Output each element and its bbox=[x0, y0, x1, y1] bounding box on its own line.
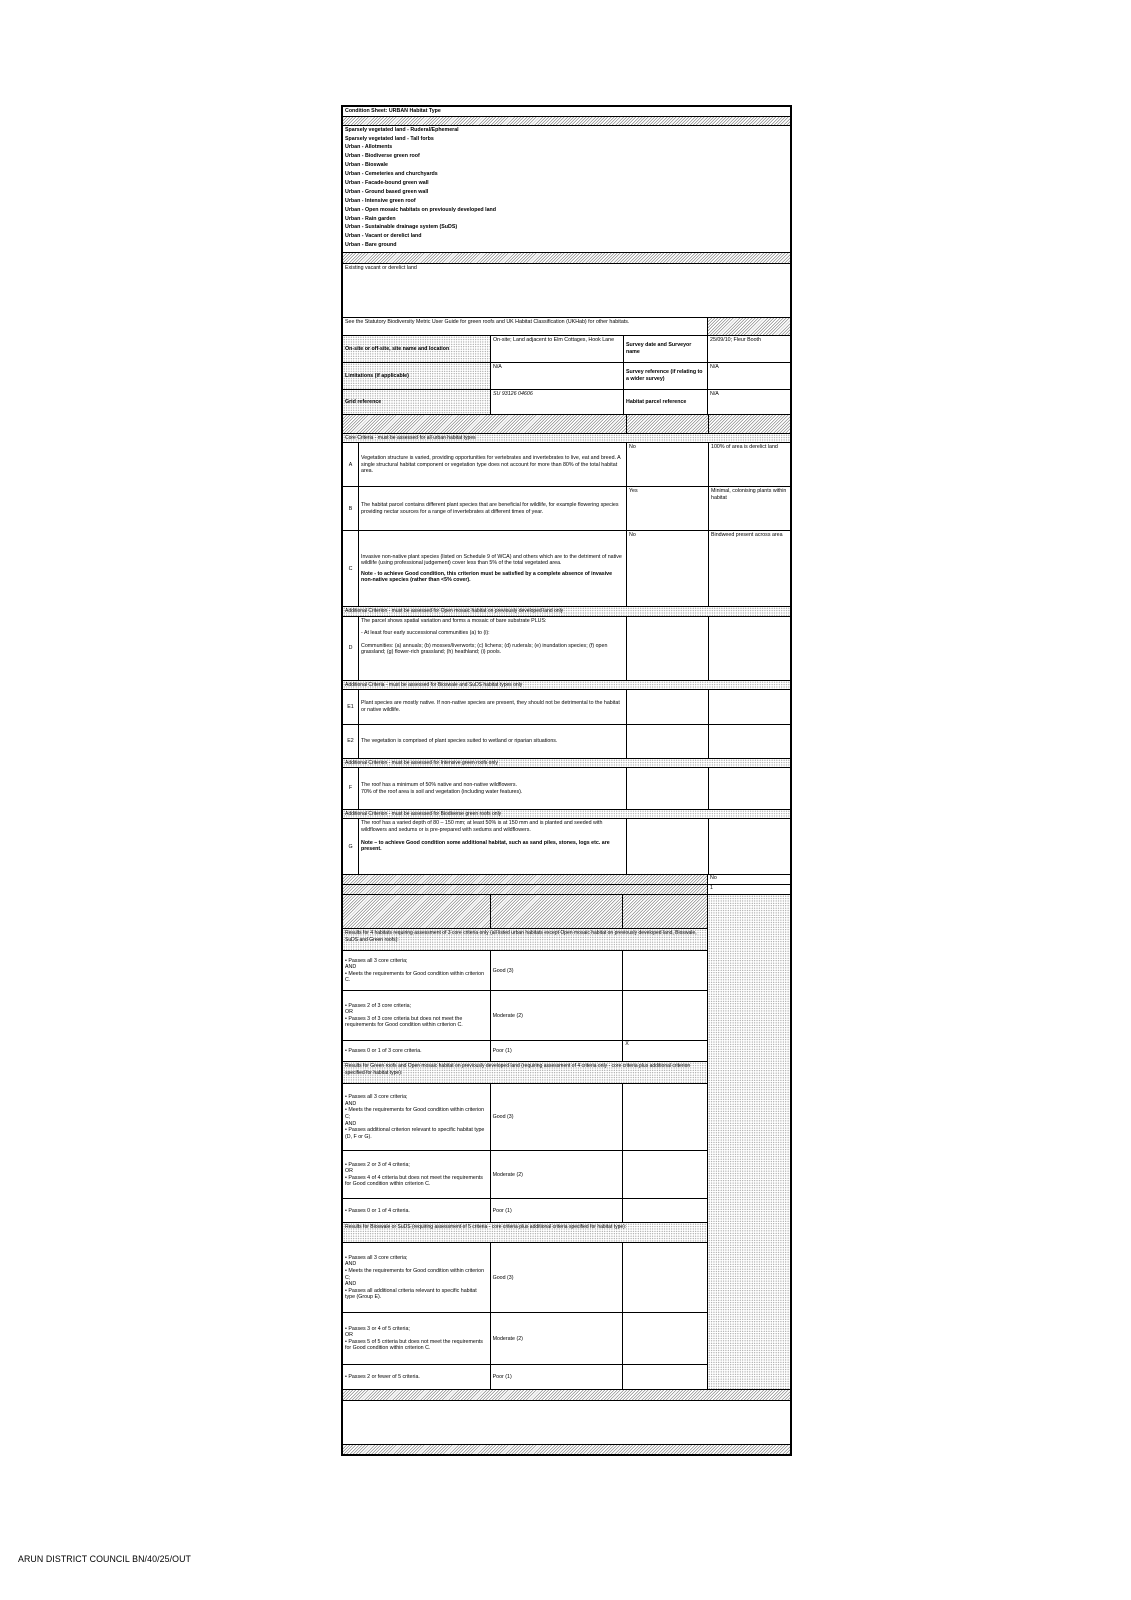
result-mark bbox=[623, 1084, 707, 1150]
criterion-notes bbox=[709, 617, 790, 680]
list-item: Urban - Cemeteries and churchyards bbox=[345, 171, 438, 178]
result-mark: X bbox=[625, 1041, 629, 1048]
guide-link-cell bbox=[708, 318, 790, 335]
criterion-text: 70% of the roof area is soil and vegetation (including water features). bbox=[361, 788, 523, 795]
result-criteria: • Passes 2 of 3 core criteria; OR • Passes 3 of 3 core criteria but does not meet the requirements for Good condition within criterion C. bbox=[343, 991, 491, 1040]
criterion-row-e2 bbox=[343, 725, 790, 759]
criterion-result bbox=[627, 690, 709, 724]
list-item: Urban - Ground based green wall bbox=[345, 188, 429, 195]
criterion-result: No bbox=[627, 443, 709, 486]
result-mark bbox=[623, 1243, 707, 1312]
list-item: Urban - Intensive green roof bbox=[345, 197, 416, 204]
result-row bbox=[343, 1313, 707, 1365]
criterion-result bbox=[627, 819, 709, 874]
result-mark bbox=[623, 991, 707, 1040]
result-score: Good (3) bbox=[491, 1084, 624, 1150]
criterion-row-c bbox=[343, 531, 790, 607]
grid-row bbox=[343, 390, 790, 415]
result-header-cell bbox=[627, 415, 709, 433]
criterion-label: B bbox=[343, 487, 359, 530]
condition-sheet bbox=[341, 105, 792, 1456]
result-criteria: • Passes 2 or 3 of 4 criteria; OR • Passes 4 of 4 criteria but does not meet the requirements for Good condition within criterion C. bbox=[343, 1151, 491, 1198]
result-row bbox=[343, 1041, 707, 1062]
criterion-row-f bbox=[343, 768, 790, 810]
criterion-text: The roof has a varied depth of 80 – 150 mm; at least 50% is at 150 mm and is planted and seeded with wildflowers and sedums or is pre-prepared with sedums and wildflowers. bbox=[361, 820, 603, 833]
result-score: Good (3) bbox=[491, 1243, 624, 1312]
criterion-result bbox=[627, 768, 709, 809]
additional-criterion-d-header: Additional Criterion - must be assessed for Open mosaic habitat on previously developed land only bbox=[343, 607, 790, 616]
limitations-row bbox=[343, 363, 790, 390]
list-item: Urban - Open mosaic habitats on previously developed land bbox=[345, 206, 496, 213]
criterion-label: E1 bbox=[343, 690, 359, 724]
criterion-text: The habitat parcel contains different plant species that are beneficial for wildlife, for example flowering species providing nectar sources for a range of invertebrates at different times of year. bbox=[359, 487, 627, 530]
habitat-description: Existing vacant or derelict land bbox=[343, 264, 790, 318]
result-criteria: • Passes 3 or 4 of 5 criteria; OR • Passes 5 of 5 criteria but does not meet the requirements for Good condition within criterion C. bbox=[343, 1313, 491, 1364]
result-criteria: • Passes 0 or 1 of 3 core criteria. bbox=[343, 1041, 491, 1061]
result-row bbox=[343, 951, 707, 991]
list-item: Urban - Rain garden bbox=[345, 215, 396, 222]
result-mark bbox=[623, 1199, 707, 1222]
site-row bbox=[343, 336, 790, 363]
criterion-note: Note - to achieve Good condition, this criterion must be satisfied by a complete absence of invasive non-native species (rather than <5% cover). bbox=[361, 570, 613, 584]
additional-criterion-f-header: Additional Criterion - must be assessed for Intensive green roofs only bbox=[343, 759, 790, 768]
results-column-header-row bbox=[343, 895, 707, 929]
habitat-type-header-band bbox=[343, 117, 790, 126]
summary-row-1 bbox=[343, 875, 790, 885]
results-header-3: Results for Bioswale or SuDS (requiring assessment of 5 criteria - core criteria plus additional criteria specified for habitat type): bbox=[343, 1223, 707, 1243]
result-score: Poor (1) bbox=[491, 1041, 624, 1061]
grid-value: SU 93126 04606 bbox=[491, 390, 624, 414]
criterion-text: Communities: (a) annuals; (b) mosses/liverworts; (c) lichens; (d) ruderals; (e) inundation species; (f) open grassland; (g) flower-rich grassland; (h) heathland; (i) pools. bbox=[361, 642, 608, 656]
result-mark bbox=[623, 1365, 707, 1389]
criterion-label: D bbox=[343, 617, 359, 680]
criterion-notes bbox=[709, 768, 790, 809]
guide-row bbox=[343, 318, 790, 336]
criterion-row-b bbox=[343, 487, 790, 531]
result-criteria: • Passes 0 or 1 of 4 criteria. bbox=[343, 1199, 491, 1222]
criterion-text: The roof has a minimum of 50% native and non-native wildflowers. bbox=[361, 781, 518, 788]
result-score: Moderate (2) bbox=[491, 991, 624, 1040]
result-score: Moderate (2) bbox=[491, 1313, 624, 1364]
criterion-note: Note – to achieve Good condition some additional habitat, such as sand piles, stones, logs etc. are present. bbox=[361, 839, 610, 853]
results-criteria-header bbox=[343, 895, 491, 928]
list-item: Urban - Bioswale bbox=[345, 162, 388, 169]
criterion-text: Plant species are mostly native. If non-native species are present, they should not be detrimental to the habitat or native wildlife. bbox=[359, 690, 627, 724]
result-row bbox=[343, 1199, 707, 1223]
result-row bbox=[343, 1084, 707, 1151]
additional-criterion-e-header: Additional Criteria - must be assessed for Bioswale and SuDS habitat types only bbox=[343, 681, 790, 690]
comments-box bbox=[343, 1401, 790, 1445]
result-criteria: • Passes all 3 core criteria; AND • Meets the requirements for Good condition within criterion C; AND • Passes all additional criteria relevant to specific habitat type (Group E). bbox=[343, 1243, 491, 1312]
criterion-text-block bbox=[359, 531, 627, 606]
survey-date-value: 25/09/10; Fleur Booth bbox=[710, 337, 761, 344]
result-mark bbox=[623, 1313, 707, 1364]
result-criteria: • Passes 2 or fewer of 5 criteria. bbox=[343, 1365, 491, 1389]
guide-note: See the Statutory Biodiversity Metric User Guide for green roofs and UK Habitat Classification (UKHab) for other habitats. bbox=[343, 318, 708, 335]
notes-header-cell bbox=[709, 415, 790, 433]
criterion-row-a bbox=[343, 443, 790, 487]
summary-value-1: No bbox=[710, 875, 717, 882]
criterion-text-block bbox=[359, 768, 627, 809]
results-mark-header bbox=[623, 895, 707, 928]
criterion-text-block bbox=[359, 819, 627, 874]
parcel-label: Habitat parcel reference bbox=[624, 390, 708, 414]
result-mark bbox=[623, 951, 707, 990]
criterion-label: G bbox=[343, 819, 359, 874]
criterion-result: No bbox=[627, 531, 709, 606]
list-item: Urban - Facade-bound green wall bbox=[345, 179, 429, 186]
criterion-label: F bbox=[343, 768, 359, 809]
list-item: Sparsely vegetated land - Tall forbs bbox=[345, 135, 434, 142]
grid-label: Grid reference bbox=[343, 390, 491, 414]
survey-date-label: Survey date and Surveyor name bbox=[624, 336, 708, 362]
footer-band bbox=[343, 1445, 790, 1454]
criterion-result: Yes bbox=[627, 487, 709, 530]
results-side-panel bbox=[708, 895, 790, 1389]
habitat-type-list bbox=[343, 126, 790, 253]
criterion-notes bbox=[709, 725, 790, 758]
criterion-row-d bbox=[343, 617, 790, 681]
core-criteria-header: Core Criteria - must be assessed for all urban habitat types bbox=[343, 434, 790, 443]
survey-ref-value: N/A bbox=[710, 364, 719, 371]
criterion-label: E2 bbox=[343, 725, 359, 758]
summary-row-2 bbox=[343, 885, 790, 895]
list-item: Urban - Biodiverse green roof bbox=[345, 153, 420, 160]
result-row bbox=[343, 1365, 707, 1389]
result-score: Good (3) bbox=[491, 951, 624, 990]
list-item: Urban - Allotments bbox=[345, 144, 393, 151]
criterion-notes: Bindweed present across area bbox=[711, 532, 783, 539]
result-score: Poor (1) bbox=[491, 1199, 624, 1222]
result-criteria: • Passes all 3 core criteria; AND • Meets the requirements for Good condition within criterion C; AND • Passes additional criterion relevant to specific habitat type (D, F or G). bbox=[343, 1084, 491, 1150]
criterion-notes bbox=[709, 819, 790, 874]
document-reference: ARUN DISTRICT COUNCIL BN/40/25/OUT bbox=[18, 1554, 192, 1564]
survey-ref-label: Survey reference (if relating to a wider survey) bbox=[624, 363, 708, 389]
result-row bbox=[343, 1151, 707, 1199]
criterion-result bbox=[627, 617, 709, 680]
description-header-band bbox=[343, 253, 790, 264]
criterion-label: C bbox=[343, 531, 359, 606]
criterion-row-e1 bbox=[343, 690, 790, 725]
result-score: Moderate (2) bbox=[491, 1151, 624, 1198]
list-item: Urban - Sustainable drainage system (SuDS) bbox=[345, 224, 458, 231]
summary-label-2 bbox=[343, 885, 708, 894]
criterion-text-block bbox=[359, 617, 627, 680]
criterion-row-g bbox=[343, 819, 790, 875]
limitations-value: N/A bbox=[491, 363, 624, 389]
list-item: Sparsely vegetated land - Ruderal/Ephemeral bbox=[345, 126, 459, 133]
site-value: On-site; Land adjacent to Elm Cottages, Hook Lane bbox=[491, 336, 624, 362]
summary-value-2: 1 bbox=[710, 885, 713, 892]
criterion-result bbox=[627, 725, 709, 758]
result-score: Poor (1) bbox=[491, 1365, 624, 1389]
additional-criterion-g-header: Additional Criterion - must be assessed for Biodiverse green roofs only bbox=[343, 810, 790, 819]
results-score-header bbox=[491, 895, 624, 928]
limitations-label: Limitations (if applicable) bbox=[343, 363, 491, 389]
criterion-label: A bbox=[343, 443, 359, 486]
criterion-notes bbox=[709, 690, 790, 724]
criterion-text: Vegetation structure is varied, providing opportunities for vertebrates and invertebrates to live, eat and breed. A single structural habitat component or vegetation type does not account for more than 80% of the total habitat area. bbox=[359, 443, 627, 486]
results-area bbox=[343, 895, 790, 1390]
list-item: Urban - Bare ground bbox=[345, 242, 397, 249]
criterion-text: The vegetation is comprised of plant species suited to wetland or riparian situations. bbox=[359, 725, 627, 758]
sheet-title: Condition Sheet: URBAN Habitat Type bbox=[343, 107, 790, 117]
list-item: Urban - Vacant or derelict land bbox=[345, 233, 422, 240]
results-header-1: Results for 4 habitats requiring assessment of 3 core criteria only (all listed urban habitats except Open mosaic habitat on previously developed land, Bioswale, SuDS and Green roofs): bbox=[343, 929, 707, 951]
result-criteria: • Passes all 3 core criteria; AND • Meets the requirements for Good condition within criterion C. bbox=[343, 951, 491, 990]
results-table bbox=[343, 895, 708, 1389]
criterion-text: - At least four early successional communities (a) to (i): bbox=[361, 630, 490, 637]
criterion-text: The parcel shows spatial variation and forms a mosaic of bare substrate PLUS: bbox=[361, 617, 547, 624]
criteria-header-cell bbox=[343, 415, 627, 433]
criterion-text: Invasive non-native plant species (listed on Schedule 9 of WCA) and others which are to the detriment of native wildlife (using professional judgement) cover less than 5% of the total vegetated area. bbox=[361, 553, 622, 567]
criterion-notes: Minimal, colonising plants within habitat bbox=[711, 488, 787, 501]
result-mark bbox=[623, 1151, 707, 1198]
parcel-value: N/A bbox=[710, 391, 719, 398]
result-row bbox=[343, 991, 707, 1041]
result-row bbox=[343, 1243, 707, 1313]
criteria-header-row bbox=[343, 415, 790, 434]
comments-header-band bbox=[343, 1390, 790, 1401]
criterion-notes: 100% of area is derelict land bbox=[711, 444, 778, 451]
results-header-2: Results for Green roofs and Open mosaic habitat on previously developed land (requiring assessment of 4 criteria only - core criteria plus additional criterion specified for habitat type): bbox=[343, 1062, 707, 1084]
summary-label-1 bbox=[343, 875, 708, 884]
site-label: On-site or off-site, site name and location bbox=[343, 336, 491, 362]
